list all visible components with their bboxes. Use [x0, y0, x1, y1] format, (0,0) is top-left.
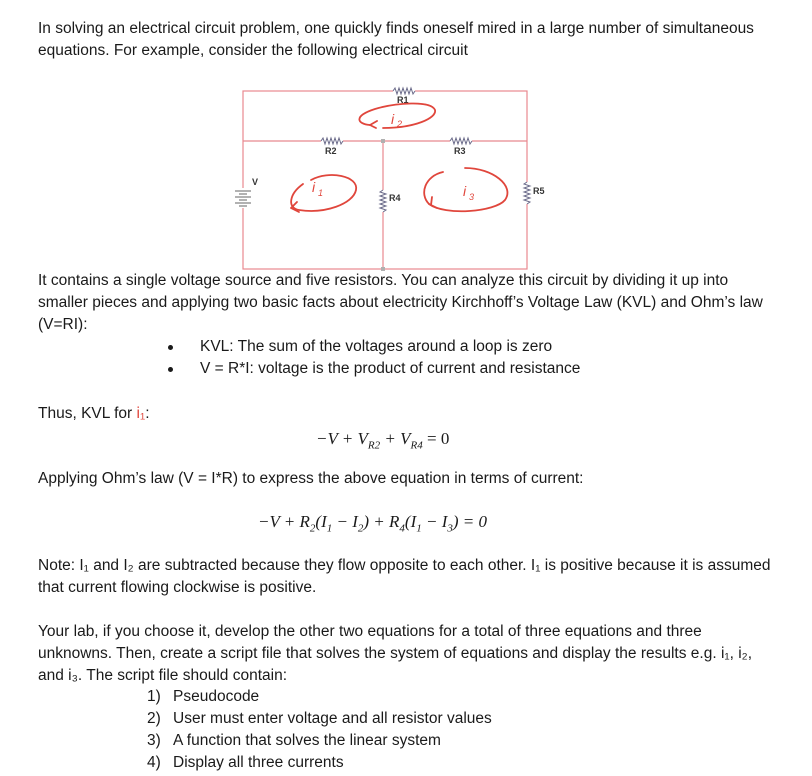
r3-label: R3 — [454, 146, 466, 156]
ohm-intro: Applying Ohm’s law (V = I*R) to express the above equation in terms of current: — [38, 470, 584, 487]
i1-loop-arrow — [291, 175, 356, 211]
i3-label: i — [463, 183, 467, 199]
lab-paragraph: Your lab, if you choose it, develop the other two equations for a total of three equations and three unknowns. Then, create a script file that solves the system of equations and display the results e.g. i₁, i₂, and i₃. The script file should contain: — [38, 623, 752, 684]
note-paragraph: Note: I₁ and I₂ are subtracted because they flow opposite to each other. I₁ is positive because it is assumed that current flowing clockwise is positive. — [38, 557, 771, 596]
bullet-icon — [168, 345, 173, 350]
i2-sub: 2 — [397, 119, 403, 129]
circuit-diagram — [225, 84, 545, 276]
intro-paragraph: In solving an electrical circuit problem, one quickly finds oneself mired in a large number of simultaneous equations. For example, consider the following electrical circuit — [38, 20, 754, 59]
i1-sub: 1 — [318, 188, 324, 198]
i1-label: i — [312, 179, 316, 195]
node-top — [381, 139, 385, 143]
equation-ohm: $-V + R_2(I_1 - I_2) + R_4(I_1 - I_3) = 0$ — [258, 512, 488, 535]
r2-label: R2 — [325, 146, 337, 156]
kvl-ohm-paragraph: It contains a single voltage source and five resistors. You can analyze this circuit by dividing it up into smaller pieces and applying two basic facts about electricity Kirchhoff’s Voltage Law (KVL) and Ohm’s law (V=RI): — [38, 272, 763, 333]
i3-sub: 3 — [469, 192, 475, 202]
r5-label: R5 — [533, 186, 545, 196]
v-label: V — [252, 177, 259, 187]
kvl-intro: Thus, KVL for i₁: — [38, 405, 150, 422]
outer-wire-loop — [243, 91, 527, 269]
r4-label: R4 — [389, 193, 401, 203]
equation-kvl: $-V + V_{R2} + V_{R4} = 0$ — [316, 429, 450, 452]
i1-variable: i₁ — [136, 405, 146, 422]
bullet-icon — [168, 367, 173, 372]
i2-label: i — [391, 111, 395, 127]
r1-label: R1 — [397, 95, 409, 105]
